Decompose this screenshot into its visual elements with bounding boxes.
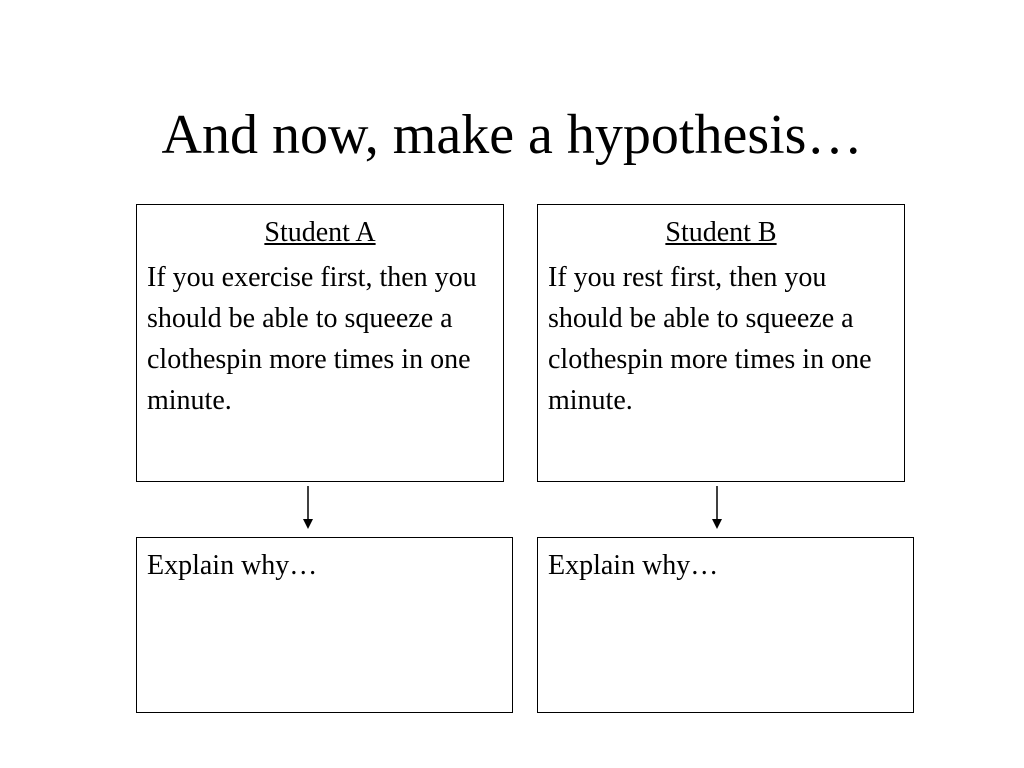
student-a-heading: Student A	[264, 217, 376, 248]
student-b-heading: Student B	[665, 217, 777, 248]
down-arrow-icon	[710, 486, 724, 530]
student-b-explain-box[interactable]	[537, 537, 914, 713]
student-a-hypothesis-text: If you exercise first, then you should be able to squeeze a clothespin more times in one minute.	[147, 262, 477, 416]
student-b-explain-label: Explain why…	[548, 550, 719, 581]
slide-title: And now, make a hypothesis…	[161, 104, 863, 166]
student-a-explain-label: Explain why…	[147, 550, 318, 581]
student-b-hypothesis-text: If you rest first, then you should be able to squeeze a clothespin more times in one minute.	[548, 262, 872, 416]
student-a-hypothesis-box	[136, 204, 504, 482]
down-arrow-icon	[301, 486, 315, 530]
student-a-explain-box[interactable]	[136, 537, 513, 713]
student-b-hypothesis-box	[537, 204, 905, 482]
